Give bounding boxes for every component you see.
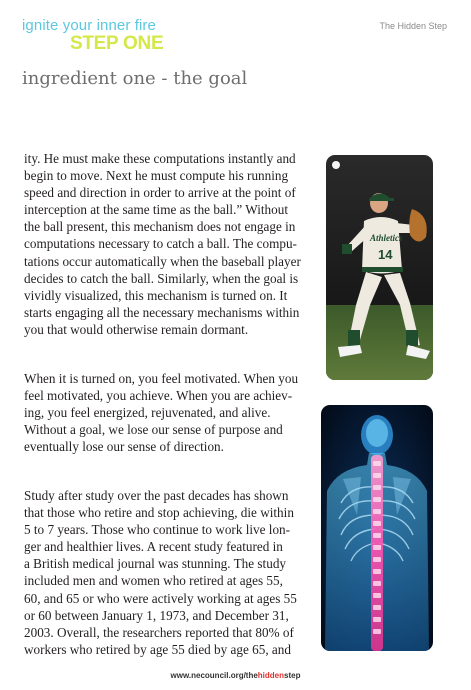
text-line: vividly visualized, this mechanism is turned on. It xyxy=(24,287,288,303)
jersey-number: 14 xyxy=(378,247,393,262)
body-paragraph-2 xyxy=(24,370,314,455)
text-line: ing, you feel energized, rejuvenated, and alive. xyxy=(24,405,271,421)
text-line: begin to move. Next he must compute his running xyxy=(24,168,289,184)
footer-url-suffix: step xyxy=(284,671,301,680)
body-paragraph-3 xyxy=(24,487,314,658)
section-heading: ingredient one - the goal xyxy=(22,68,248,89)
text-line: that those who retire and stop achieving, die within xyxy=(24,505,294,521)
text-line: Study after study over the past decades has shown xyxy=(24,488,289,503)
footer-url xyxy=(0,671,471,680)
text-line: eventually lose our sense of direction. xyxy=(24,439,224,455)
footer-url-prefix: www.necouncil.org/the xyxy=(170,671,258,680)
text-line: 5 to 7 years. Those who continue to work live lon- xyxy=(24,522,291,538)
text-line: When it is turned on, you feel motivated. When you xyxy=(24,371,299,386)
text-line: you that would otherwise remain dormant. xyxy=(24,321,249,337)
baseball-player-illustration xyxy=(326,155,433,380)
text-line: tations occur automatically when the baseball player xyxy=(24,253,301,269)
text-line: starts engaging all the necessary mechanisms within xyxy=(24,304,300,320)
spine-xray-photo xyxy=(321,405,433,651)
text-line: the ball present, this mechanism does not engage in xyxy=(24,219,296,235)
body-paragraph-1 xyxy=(24,150,314,338)
text-line: workers who retired by age 55 died by age 65, and xyxy=(24,641,291,657)
text-line: interception at the same time as the ball.” Without xyxy=(24,202,288,218)
brand-tagline: ignite your inner fire xyxy=(22,17,156,34)
text-line: computations necessary to catch a ball. The compu- xyxy=(24,236,297,252)
text-line: ity. He must make these computations instantly and xyxy=(24,151,296,166)
text-line: a British medical journal was stunning. The study xyxy=(24,556,287,572)
baseball-icon xyxy=(332,161,340,169)
step-title: STEP ONE xyxy=(70,33,164,54)
text-line: speed and direction in order to arrive at the point of xyxy=(24,185,296,201)
text-line: ger and healthier lives. A recent study featured in xyxy=(24,539,283,555)
text-line: decides to catch the ball. Similarly, when the goal is xyxy=(24,270,299,286)
text-line: 60, and 65 or who were actively working at ages 55 xyxy=(24,590,297,606)
text-line: included men and women who retired at ages 55, xyxy=(24,573,283,589)
spine-illustration xyxy=(321,405,433,651)
text-line: feel motivated, you achieve. When you are achiev- xyxy=(24,388,293,404)
baseball-player-photo xyxy=(326,155,433,380)
footer-url-accent: hidden xyxy=(257,671,285,680)
text-line: 2003. Overall, the researchers reported that 80% of xyxy=(24,624,294,640)
book-title: The Hidden Step xyxy=(379,21,447,31)
text-line: or 60 between January 1, 1973, and December 31, xyxy=(24,607,289,623)
jersey-text: Athletics xyxy=(370,233,403,243)
text-line: Without a goal, we lose our sense of purpose and xyxy=(24,422,283,438)
